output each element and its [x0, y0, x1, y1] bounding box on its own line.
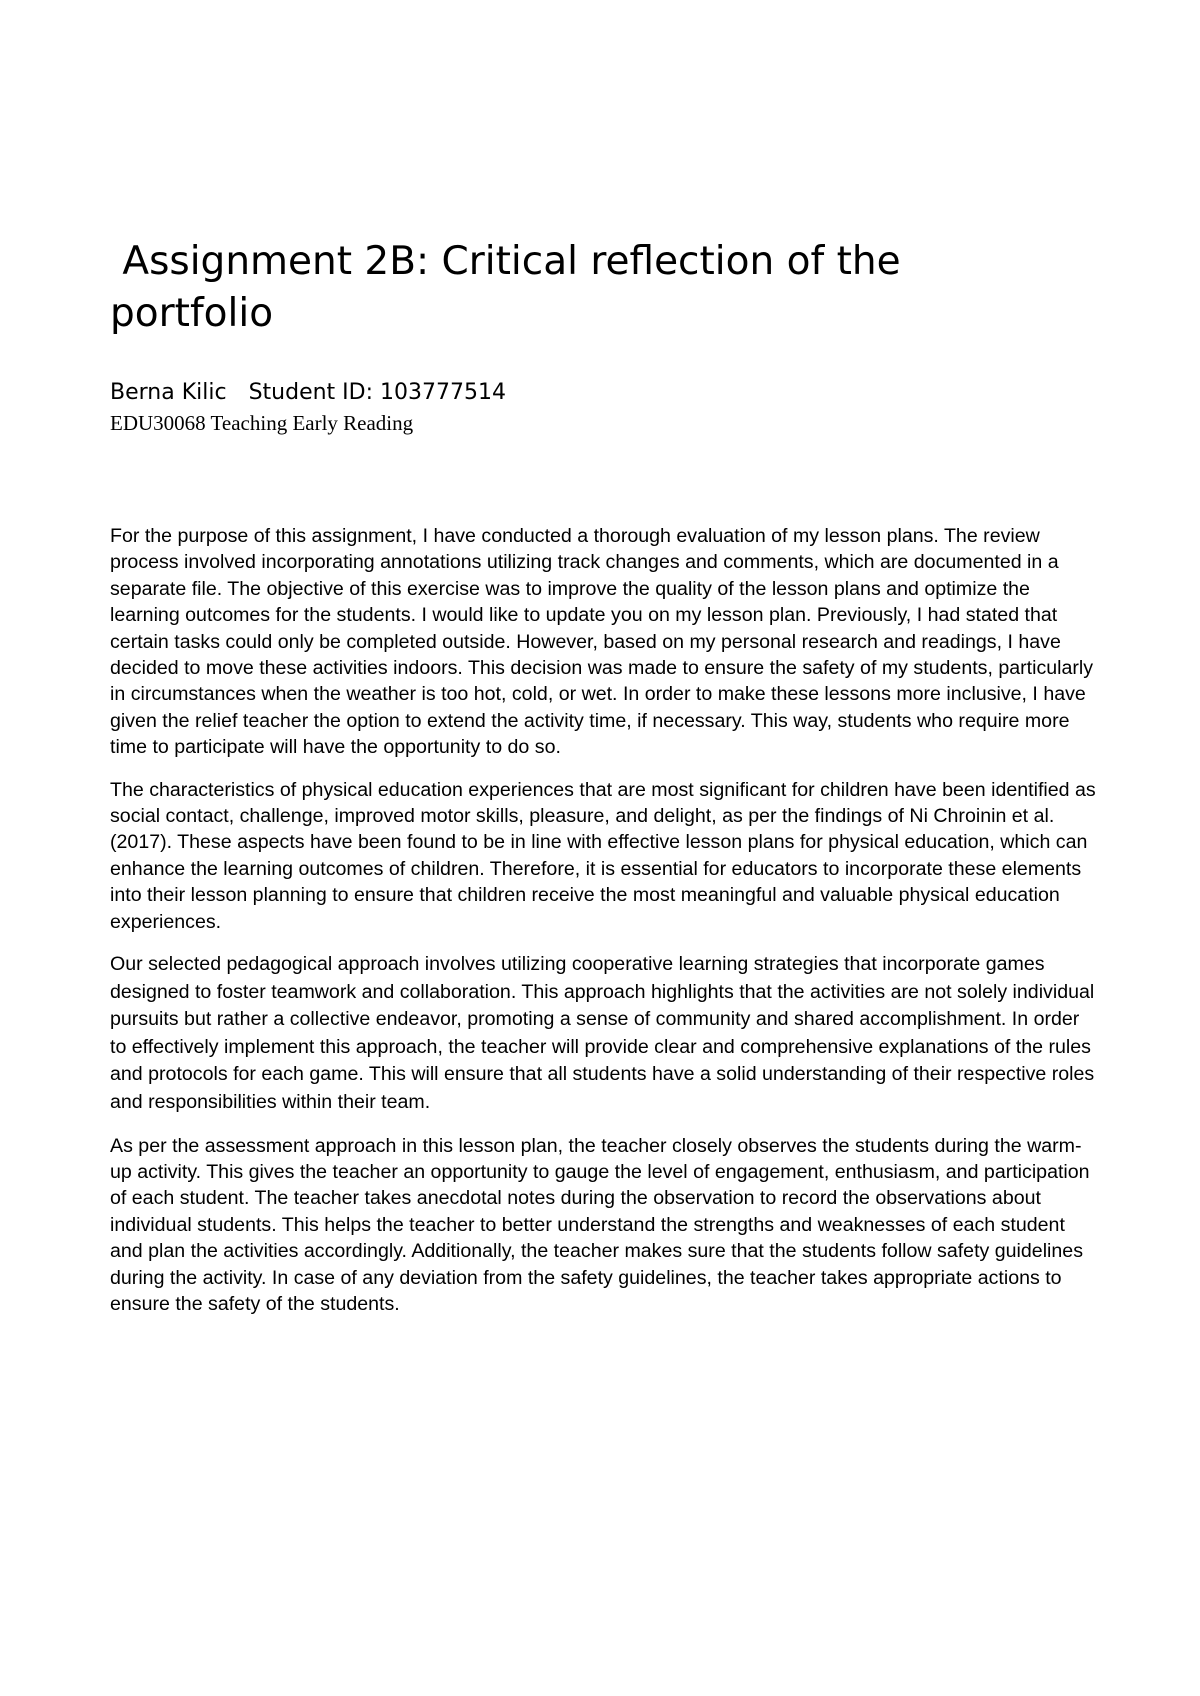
- paragraph-4: As per the assessment approach in this lesson plan, the teacher closely observes the students during the warm-up activity. This gives the teacher an opportunity to gauge the level of engagement, enthusiasm, and participation of each student. The teacher takes anecdotal notes during the observation to record the observations about individual students. This helps the teacher to better understand the strengths and weaknesses of each student and plan the activities accordingly. Additionally, the teacher makes sure that the students follow safety guidelines during the activity. In case of any deviation from the safety guidelines, the teacher takes appropriate actions to ensure the safety of the students.: [110, 1134, 1090, 1316]
- document-body: [110, 523, 1098, 1334]
- author-line: [110, 378, 506, 408]
- paragraph-2: The characteristics of physical education experiences that are most significant for children have been identified as social contact, challenge, improved motor skills, pleasure, and delight, as per the findings of Ni Chroinin et al. (2017). These aspects have been found to be in line with effective lesson plans for physical education, which can enhance the learning outcomes of children. Therefore, it is essential for educators to incorporate these elements into their lesson planning to ensure that children receive the most meaningful and valuable physical education experiences.: [110, 778, 1096, 933]
- document-title: Assignment 2B: Critical reflection of the portfolio: [110, 239, 914, 336]
- paragraph-3: Our selected pedagogical approach involves utilizing cooperative learning strategies that incorporate games designed to foster teamwork and collaboration. This approach highlights that the activities are not solely individual pursuits but rather a collective endeavor, promoting a sense of community and shared accomplishment. In order to effectively implement this approach, the teacher will provide clear and comprehensive explanations of the rules and protocols for each game. This will ensure that all students have a solid understanding of their respective roles and responsibilities within their team.: [110, 953, 1095, 1114]
- author-name: Berna Kilic: [110, 380, 227, 405]
- student-id: Student ID: 103777514: [248, 380, 506, 405]
- course-title: EDU30068 Teaching Early Reading: [110, 411, 414, 435]
- paragraph-1: For the purpose of this assignment, I have conducted a thorough evaluation of my lesson plans. The review process involved incorporating annotations utilizing track changes and comments, which are documented in a separate file. The objective of this exercise was to improve the quality of the lesson plans and optimize the learning outcomes for the students. I would like to update you on my lesson plan. Previously, I had stated that certain tasks could only be completed outside. However, based on my personal research and readings, I have decided to move these activities indoors. This decision was made to ensure the safety of my students, particularly in circumstances when the weather is too hot, cold, or wet. In order to make these lessons more inclusive, I have given the relief teacher the option to extend the activity time, if necessary. This way, students who require more time to participate will have the opportunity to do so.: [110, 525, 1094, 759]
